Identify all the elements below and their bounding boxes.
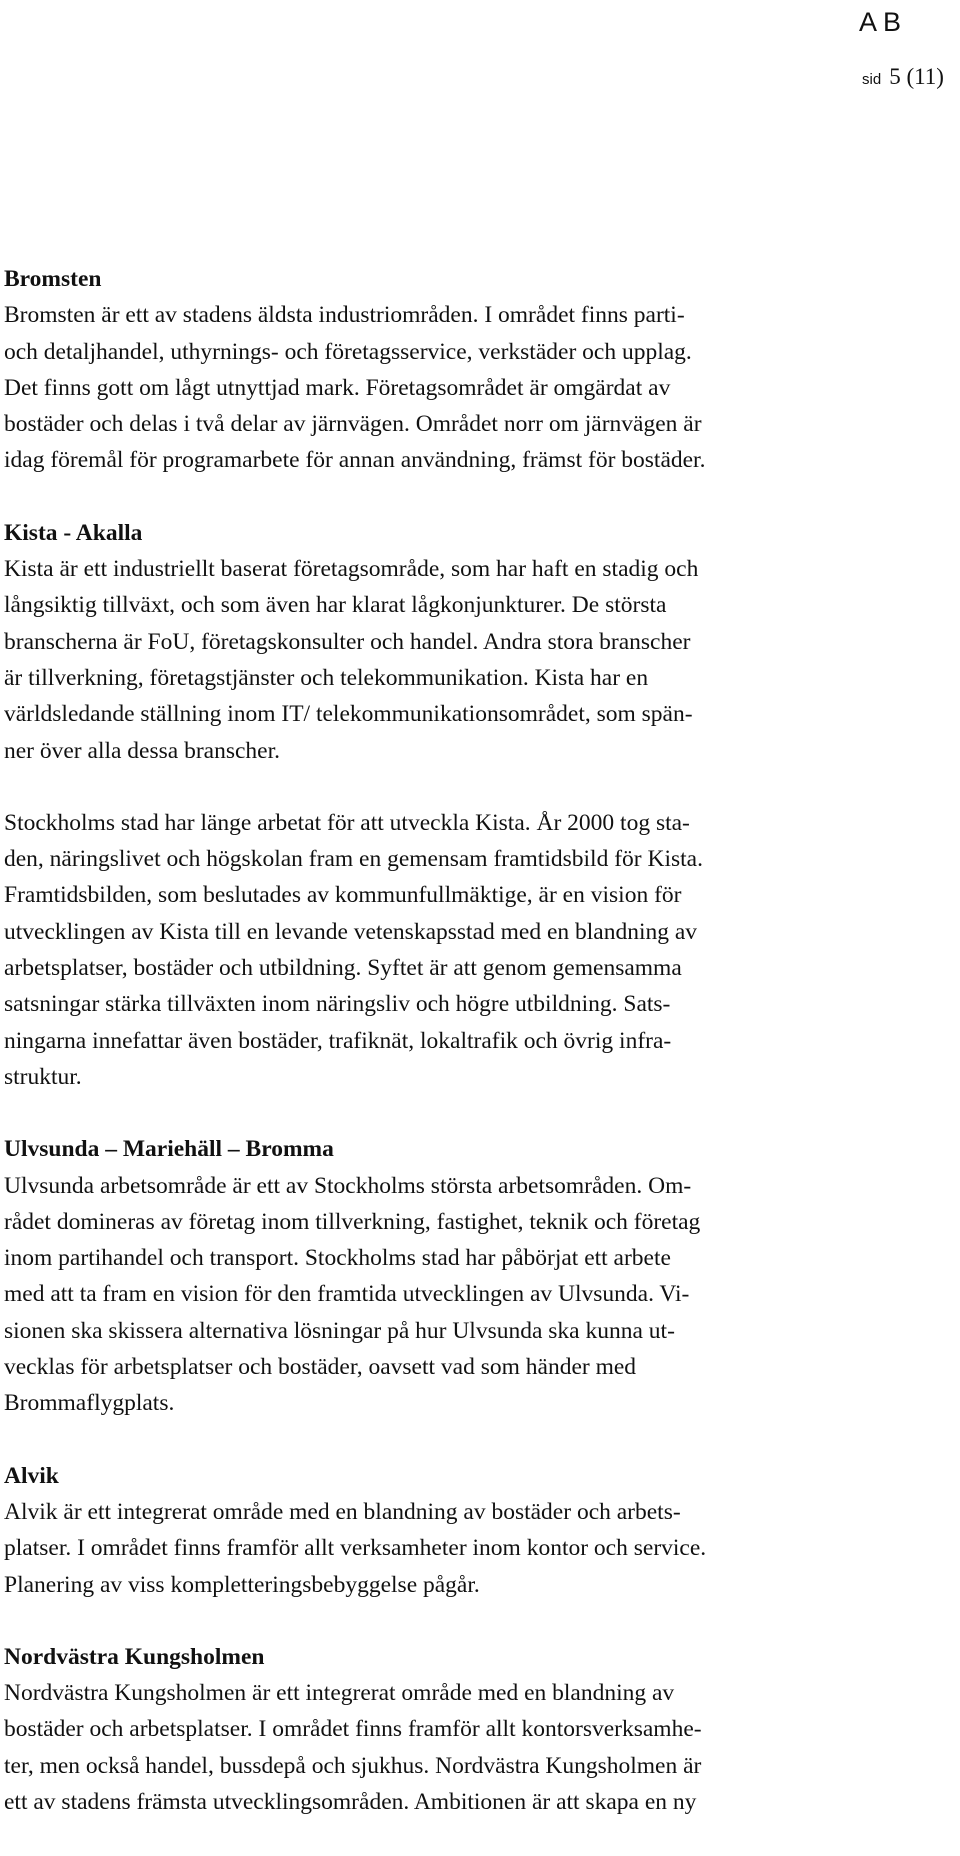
section-heading: Nordvästra Kungsholmen — [4, 1643, 265, 1670]
section-ulvsunda-mariehall-bromma — [4, 1131, 956, 1421]
section-kista-akalla — [4, 515, 956, 1095]
page-label: sid — [862, 71, 882, 88]
section-paragraph: Stockholms stad har länge arbetat för att utveckla Kista. År 2000 tog sta- den, näringslivet och högskolan fram en gemensam framtidsbild för Kista. Framtidsbilden, som beslutades av kommunfullmäktige, är en vision för utvecklingen av Kista till en levande vetenskapsstad med en blandning av arbetsplatser, bostäder och utbildning. Syftet är att genom gemensamma satsningar stärka tillväxten inom näringsliv och högre utbildning. Sats- ningarna innefattar även bostäder, trafiknät, lokaltrafik och övrig infra- struktur. — [4, 809, 703, 1090]
section-heading: Kista - Akalla — [4, 519, 143, 546]
page-number-value: 5 (11) — [889, 64, 944, 89]
section-bromsten — [4, 261, 956, 479]
section-nordvastra-kungsholmen — [4, 1639, 956, 1820]
section-heading: Bromsten — [4, 266, 102, 292]
section-paragraph: Alvik är ett integrerat område med en blandning av bostäder och arbets- platser. I området finns framför allt verksamheter inom kontor och service. Planering av viss kompletteringsbebyggelse pågår. — [4, 1498, 707, 1598]
section-paragraph: Bromsten är ett av stadens äldsta industriområden. I området finns parti- och detaljhandel, uthyrnings- och företagsservice, verkstäder och upplag. Det finns gott om lågt utnyttjad mark. Företagsområdet är omgärdat av bostäder och delas i två delar av järnvägen. Området norr om järnvägen är idag föremål för programarbete för annan användning, främst för bostäder. — [4, 302, 706, 474]
section-paragraph: Ulvsunda arbetsområde är ett av Stockholms största arbetsområden. Om- rådet domineras av företag inom tillverkning, fastighet, teknik och företag inom partihandel och transport. Stockholms stad har påbörjat ett arbete med att ta fram en vision för den framtida utvecklingen av Ulvsunda. Vi- sionen ska skissera alternativa lösningar på hur Ulvsunda ska kunna ut- vecklas för arbetsplatser och bostäder, oavsett vad som händer med Brommaflygplats. — [4, 1172, 701, 1417]
section-heading: Alvik — [4, 1462, 59, 1489]
section-alvik — [4, 1458, 956, 1603]
document-body — [4, 261, 956, 1856]
company-logo: AB — [859, 7, 908, 37]
section-heading: Ulvsunda – Mariehäll – Bromma — [4, 1136, 334, 1163]
page-number — [862, 62, 944, 95]
section-paragraph: Kista är ett industriellt baserat företagsområde, som har haft en stadig och långsiktig tillväxt, och som även har klarat lågkonjunkturer. De största branscherna är FoU, företagskonsulter och handel. Andra stora branscher är tillverkning, företagstjänster och telekommunikation. Kista har en världsledande ställning inom IT/ telekommunikationsområdet, som spän- ner över alla dessa branscher. — [4, 556, 699, 764]
section-paragraph: Nordvästra Kungsholmen är ett integrerat område med en blandning av bostäder och arbetsplatser. I området finns framför allt kontorsverksamhe- ter, men också handel, bussdepå och sjukhus. Nordvästra Kungsholmen är ett av stadens främsta utvecklingsområden. Ambitionen är att skapa en ny — [4, 1680, 702, 1815]
